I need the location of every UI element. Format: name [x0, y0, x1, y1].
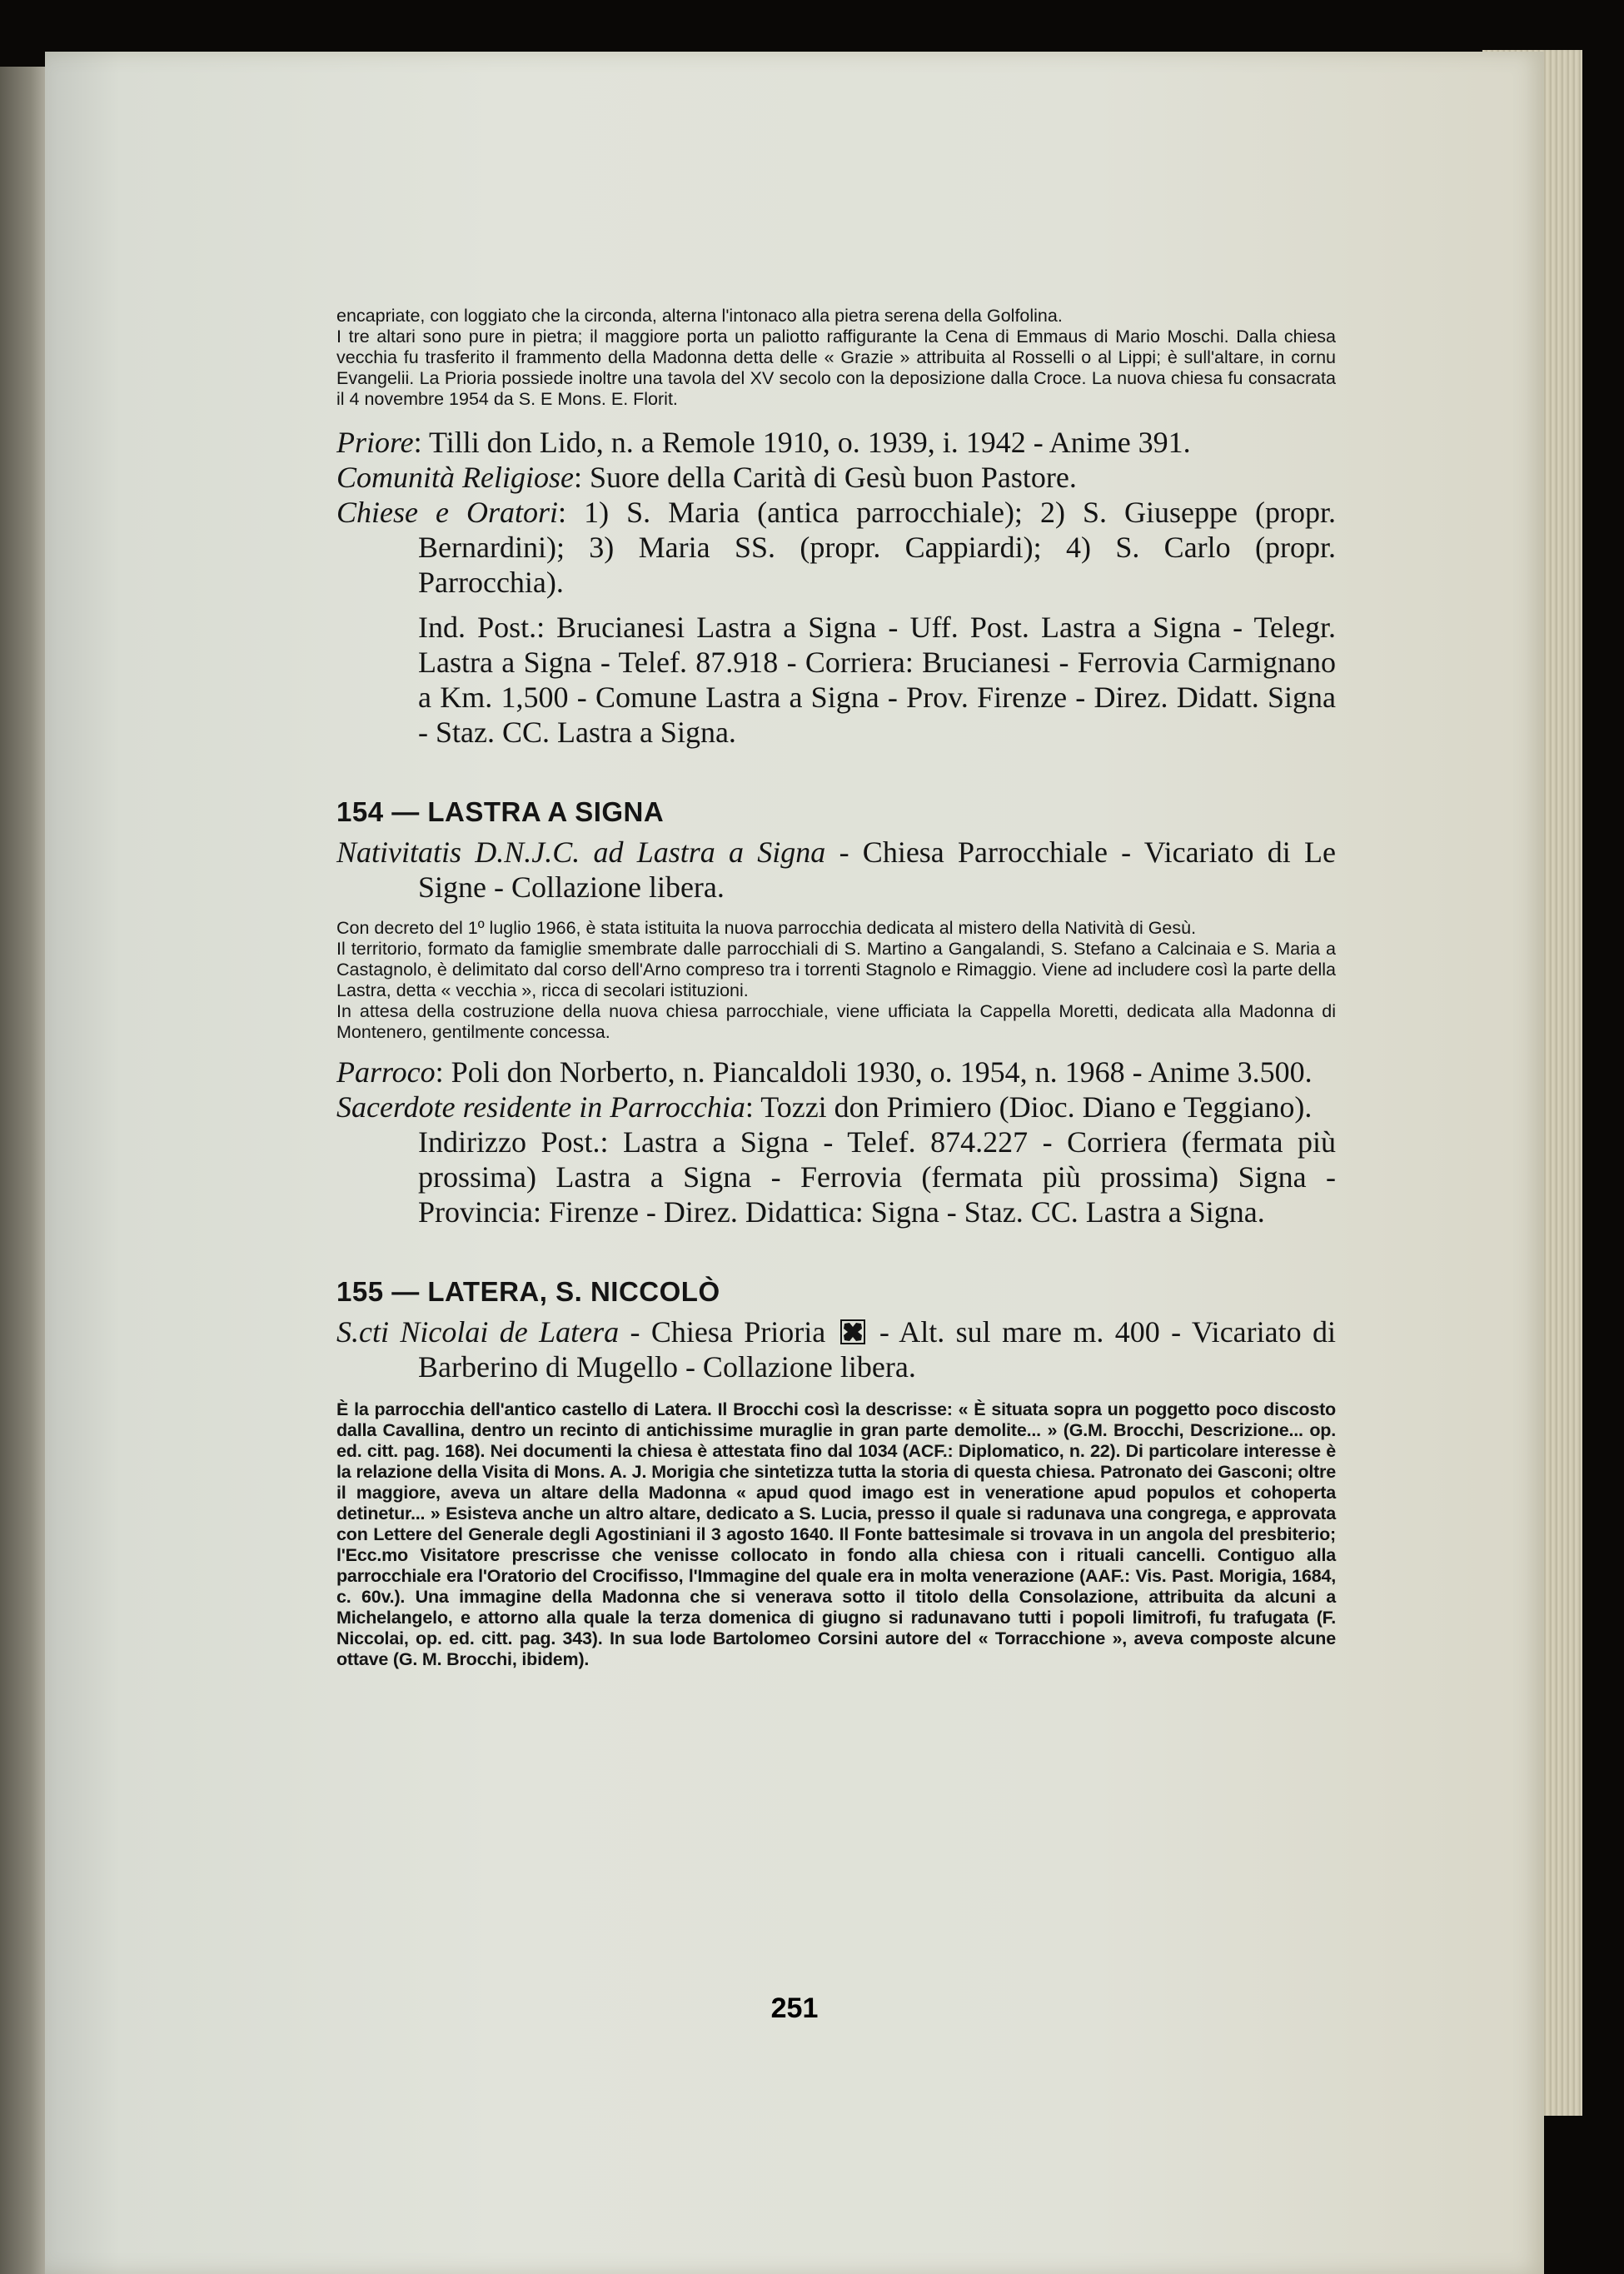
- entry-155-title: [336, 1314, 1336, 1384]
- entry-154-title: [336, 835, 1336, 905]
- entry-154-note-paragraph: In attesa della costruzione della nuova chiesa parrocchiale, viene ufficiata la Cappella Moretti, dedicata alla Madonna di Montenero, gentilmente concessa.: [336, 1001, 1336, 1042]
- page-number: 251: [770, 1992, 819, 2024]
- comunita-text: Suore della Carità di Gesù buon Pastore.: [590, 461, 1077, 494]
- sacerdote-label: Sacerdote residente in Parrocchia: [336, 1090, 745, 1124]
- parroco-text: Poli don Norberto, n. Piancaldoli 1930, o. 1954, n. 1968 - Anime 3.500.: [451, 1055, 1313, 1089]
- top-note-paragraph: encapriate, con loggiato che la circonda, alterna l'intonaco alla pietra serena della Golfolina.: [336, 306, 1063, 326]
- page-content: [336, 306, 1336, 1670]
- sacerdote-line: Sacerdote residente in Parrocchia: Tozzi don Primiero (Dioc. Diano e Teggiano).: [336, 1090, 1313, 1124]
- entry-154-title-latin: Nativitatis D.N.J.C. ad Lastra a Signa: [336, 835, 826, 869]
- comunita-label: Comunità Religiose: [336, 461, 574, 494]
- indirizzo-153: Ind. Post.: Brucianesi Lastra a Signa - Uff. Post. Lastra a Signa - Telegr. Lastra a Signa - Telef. 87.918 - Corriera: Brucianesi - Ferrovia Carmignano a Km. 1,500 - Comune Lastra a Signa - Prov. Firenze - Direz. Didatt. Signa - Staz. CC. Lastra a Signa.: [418, 611, 1336, 749]
- priore-label: Priore: [336, 426, 414, 459]
- top-note-paragraph: I tre altari sono pure in pietra; il maggiore porta un paliotto raffigurante la Cena di Emmaus di Mario Moschi. Dalla chiesa vecchia fu trasferito il frammento della Madonna detta delle « Grazie » attribuita al Rosselli o al Lippi; è sull'altare, in cornu Evangelii. La Prioria possiede inoltre una tavola del XV secolo con la deposizione dalla Croce. La nuova chiesa fu consacrata il 4 novembre 1954 da S. E Mons. E. Florit.: [336, 327, 1336, 409]
- entry-155-heading: 155 — LATERA, S. NICCOLÒ: [336, 1276, 720, 1307]
- priore-text: Tilli don Lido, n. a Remole 1910, o. 1939, i. 1942 - Anime 391.: [429, 426, 1191, 459]
- book-page: [45, 52, 1544, 2274]
- entry-154-note: [336, 918, 1336, 1043]
- entry-154-heading: 154 — LASTRA A SIGNA: [336, 796, 665, 827]
- entry-155-title-rest: - Alt. sul mare m. 400 - Vicariato di Barberino di Mugello - Collazione libera.: [418, 1315, 1336, 1384]
- comunita-line: Comunità Religiose: Suore della Carità di Gesù buon Pastore.: [336, 461, 1077, 494]
- entry-155-note-paragraph: È la parrocchia dell'antico castello di Latera. Il Brocchi così la descrisse: « È situata sopra un poggetto poco discosto dalla Cavallina, dentro un recinto di antichissime muraglie in gran parte demolite... » (G.M. Brocchi, Descrizione... op. ed. citt. pag. 168). Nei documenti la chiesa è attestata fino dal 1034 (ACF.: Diplomatico, n. 22). Di particolare interesse è la relazione della Visita di Mons. A. J. Morigia che sintetizza tutta la storia di questa chiesa. Patronato dei Gasconi; oltre il maggiore, aveva un altare della Madonna « apud quod imago est in veneratione apud populos et cohoperta detinetur... » Esisteva anche un altro altare, dedicato a S. Lucia, presso il quale si radunava una congrega, e approvata con Lettere del Generale degli Agostiniani il 3 agosto 1640. Il Fonte battesimale si trovava in un angola del presbiterio; l'Ecc.mo Visitatore prescrisse che venisse collocato in fondo alla chiesa con i rituali cancelli. Contiguo alla parrocchiale era l'Oratorio del Crocifisso, l'Immagine del quale era in molta venerazione (AAF.: Vis. Past. Morigia, 1684, c. 60v.). Una immagine della Madonna che si venerava sotto il titolo della Consolazione, attribuita da alcuni a Michelangelo, e attorno alla quale la terza domenica di giugno si radunavano tutti i popoli limitrofi, fu trafugata (F. Niccolai, op. ed. citt. pag. 343). In sua lode Bartolomeo Corsini autore del « Torracchione », aveva composte alcune ottave (G. M. Brocchi, ibidem).: [336, 1399, 1336, 1669]
- entry-155-note: [336, 1399, 1336, 1670]
- priore-line: Priore: Tilli don Lido, n. a Remole 1910, o. 1939, i. 1942 - Anime 391.: [336, 426, 1191, 459]
- entry-154-note-paragraph: Il territorio, formato da famiglie smembrate dalle parrocchiali di S. Martino a Gangalandi, S. Stefano a Calcinaia e S. Maria a Castagnolo, è delimitato dal corso dell'Arno compreso tra i torrenti Stagnolo e Rimaggio. Viene ad includere così la parte della Lastra, detta « vecchia », ricca di secolari istituzioni.: [336, 939, 1336, 1000]
- sacerdote-text: Tozzi don Primiero (Dioc. Diano e Teggiano).: [760, 1090, 1313, 1124]
- parroco-line: Parroco: Poli don Norberto, n. Piancaldoli 1930, o. 1954, n. 1968 - Anime 3.500.: [336, 1055, 1313, 1089]
- entry-154-title-rest: - Chiesa Parrocchiale - Vicariato di Le Signe - Collazione libera.: [418, 835, 1336, 904]
- parroco-label: Parroco: [336, 1055, 436, 1089]
- entry-154-note-paragraph: Con decreto del 1º luglio 1966, è stata istituita la nuova parrocchia dedicata al mistero della Natività di Gesù.: [336, 918, 1197, 938]
- indirizzo-154: Indirizzo Post.: Lastra a Signa - Telef. 874.227 - Corriera (fermata più prossima) Lastra a Signa - Ferrovia (fermata più prossima) Signa - Provincia: Firenze - Direz. Didattica: Signa - Staz. CC. Lastra a Signa.: [418, 1125, 1336, 1229]
- left-page-edge: [0, 67, 52, 2274]
- chiese-text: 1) S. Maria (antica parrocchiale); 2) S. Giuseppe (propr. Bernardini); 3) Maria SS. (propr. Cappiardi); 4) S. Carlo (propr. Parrocchia).: [418, 496, 1336, 599]
- top-note: [336, 306, 1336, 410]
- chiese-label: Chiese e Oratori: [336, 496, 559, 529]
- entry-155-title-latin: S.cti Nicolai de Latera: [336, 1315, 620, 1349]
- maltese-cross-icon: [840, 1319, 865, 1344]
- chiese-line: Chiese e Oratori: 1) S. Maria (antica parrocchiale); 2) S. Giuseppe (propr. Bernardini); 3) Maria SS. (propr. Cappiardi); 4) S. Carlo (propr. Parrocchia).: [336, 496, 1336, 599]
- entry-155-title-mid: - Chiesa Prioria: [630, 1315, 826, 1349]
